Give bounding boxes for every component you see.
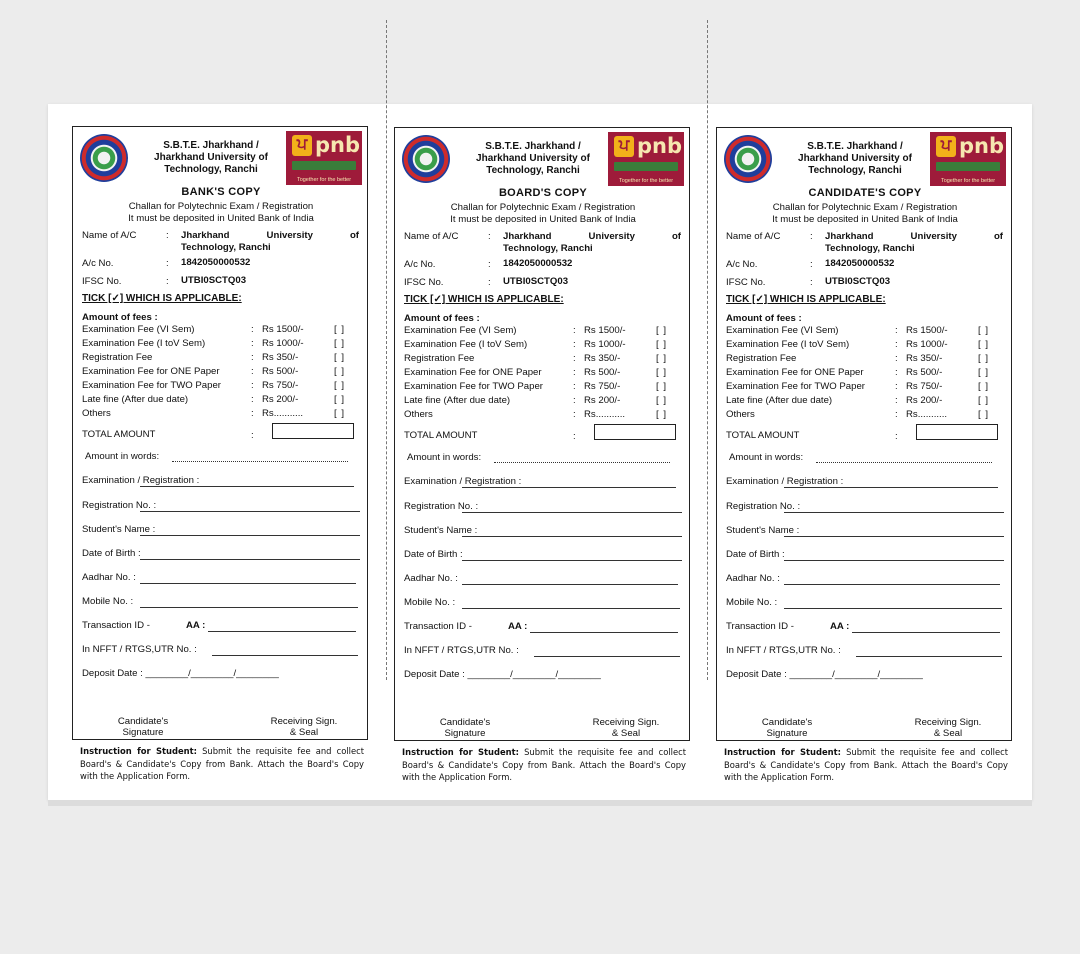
receiving-sign-seal: Receiving Sign. & Seal xyxy=(914,717,982,739)
colon: : xyxy=(895,325,898,336)
aadhar-no-field[interactable] xyxy=(404,573,682,587)
colon: : xyxy=(251,338,254,349)
registration-no-field[interactable] xyxy=(726,501,1004,515)
receiving-sign-seal: Receiving Sign. & Seal xyxy=(592,717,660,739)
underline xyxy=(462,608,680,609)
underline xyxy=(462,536,682,537)
fee-amount: Rs 200/- xyxy=(584,395,621,406)
field-label: Transaction ID - xyxy=(726,621,794,632)
tick-heading: TICK [✓] WHICH IS APPLICABLE: xyxy=(404,294,564,305)
ifsc-label: IFSC No. xyxy=(726,277,766,288)
deposit-date-field[interactable]: Deposit Date : ________/________/________ xyxy=(404,669,601,680)
fee-name: Others xyxy=(404,409,433,420)
fee-row xyxy=(404,367,682,381)
fee-row xyxy=(726,395,1004,409)
colon: : xyxy=(895,353,898,364)
underline xyxy=(140,607,358,608)
challan-copy-2 xyxy=(394,127,694,797)
challan-border xyxy=(72,126,368,740)
ac-name-label: Name of A/C xyxy=(404,231,459,242)
fee-amount: Rs 1500/- xyxy=(906,325,948,336)
fee-amount: Rs 500/- xyxy=(906,367,943,378)
fee-name: Examination Fee for ONE Paper xyxy=(82,366,220,377)
fee-name: Others xyxy=(726,409,755,420)
ac-name-value-2: Technology, Ranchi xyxy=(181,242,271,253)
transaction-id-field[interactable] xyxy=(404,621,682,635)
field-label: Registration No. : xyxy=(82,500,157,511)
challan-copy-1 xyxy=(72,126,372,796)
fee-row xyxy=(82,338,360,352)
ifsc-value: UTBI0SCTQ03 xyxy=(181,275,247,286)
ac-name-value: Jharkhand University of xyxy=(825,231,1003,242)
registration-no-field[interactable] xyxy=(82,500,360,514)
field-label: Amount in words: xyxy=(407,452,482,463)
fee-amount: Rs 750/- xyxy=(906,381,943,392)
field-label: Registration No. : xyxy=(404,501,479,512)
date-of-birth-field[interactable] xyxy=(726,549,1004,563)
ac-name-value-2: Technology, Ranchi xyxy=(825,243,915,254)
underline xyxy=(784,536,1004,537)
pnb-logo-text: pnb xyxy=(959,134,1005,158)
pnb-logo-text: pnb xyxy=(315,133,361,157)
ac-name-value: Jharkhand University of xyxy=(503,231,681,242)
ifsc-value: UTBI0SCTQ03 xyxy=(503,276,569,287)
fee-checkbox[interactable]: [ ] xyxy=(656,367,667,378)
challan-border xyxy=(716,127,1012,741)
candidate-signature: Candidate's Signature xyxy=(439,717,491,739)
merger-strip xyxy=(292,161,356,170)
field-label: Student's Name : xyxy=(726,525,800,536)
challan-line: Challan for Polytechnic Exam / Registration xyxy=(772,202,958,213)
challan-line: Challan for Polytechnic Exam / Registration xyxy=(450,202,636,213)
field-label: Transaction ID - xyxy=(82,620,150,631)
field-label: In NFFT / RTGS,UTR No. : xyxy=(404,645,519,656)
colon: : xyxy=(251,408,254,419)
fee-checkbox[interactable]: [ ] xyxy=(334,338,345,349)
colon: : xyxy=(573,353,576,364)
date-of-birth-field[interactable] xyxy=(82,548,360,562)
field-label: Student's Name : xyxy=(82,524,156,535)
field-label: Transaction ID - xyxy=(404,621,472,632)
sheet-shadow xyxy=(48,800,1032,806)
amount-in-words-field[interactable] xyxy=(726,452,1004,466)
field-label: Amount in words: xyxy=(729,452,804,463)
tick-heading: TICK [✓] WHICH IS APPLICABLE: xyxy=(82,293,242,304)
colon: : xyxy=(251,380,254,391)
fee-amount: Rs........... xyxy=(906,409,948,420)
candidate-signature: Candidate's Signature xyxy=(761,717,813,739)
colon: : xyxy=(251,366,254,377)
aa-label: AA : xyxy=(508,621,528,632)
fee-checkbox[interactable]: [ ] xyxy=(656,353,667,364)
fee-checkbox[interactable]: [ ] xyxy=(978,409,989,420)
fee-amount: Rs 1000/- xyxy=(262,338,304,349)
pnb-logo xyxy=(930,132,1006,186)
ac-no-label: A/c No. xyxy=(726,259,758,270)
fee-row xyxy=(82,408,360,422)
fee-checkbox[interactable]: [ ] xyxy=(656,395,667,406)
org-name: S.B.T.E. Jharkhand / Jharkhand University of Technology, Ranchi xyxy=(798,141,912,176)
cut-line-1 xyxy=(386,20,387,680)
colon: : xyxy=(573,431,576,442)
colon: : xyxy=(810,277,813,288)
fee-row xyxy=(404,395,682,409)
underline xyxy=(140,559,360,560)
fee-row xyxy=(726,325,1004,339)
field-label: In NFFT / RTGS,UTR No. : xyxy=(726,645,841,656)
pnb-mark-icon: ਪ xyxy=(614,136,634,157)
fee-amount: Rs 1000/- xyxy=(906,339,948,350)
fee-amount: Rs 200/- xyxy=(262,394,299,405)
fee-amount: Rs........... xyxy=(262,408,304,419)
fee-row xyxy=(726,353,1004,367)
fee-amount: Rs 500/- xyxy=(584,367,621,378)
deposit-date-field[interactable]: Deposit Date : ________/________/________ xyxy=(82,668,279,679)
fee-amount: Rs 200/- xyxy=(906,395,943,406)
amount-in-words-field[interactable] xyxy=(82,451,360,465)
field-label: Mobile No. : xyxy=(726,597,778,608)
fee-checkbox[interactable]: [ ] xyxy=(656,325,667,336)
fee-name: Examination Fee for ONE Paper xyxy=(726,367,864,378)
underline xyxy=(816,462,992,463)
copy-title: BOARD'S COPY xyxy=(498,187,588,199)
fee-checkbox[interactable]: [ ] xyxy=(978,367,989,378)
date-of-birth-field[interactable] xyxy=(404,549,682,563)
field-label: Aadhar No. : xyxy=(726,573,780,584)
org-name: S.B.T.E. Jharkhand / Jharkhand University of Technology, Ranchi xyxy=(154,140,268,175)
fee-amount: Rs 500/- xyxy=(262,366,299,377)
colon: : xyxy=(895,395,898,406)
field-label: Registration No. : xyxy=(726,501,801,512)
sbte-emblem-icon xyxy=(80,134,128,182)
fee-checkbox[interactable]: [ ] xyxy=(656,339,667,350)
underline xyxy=(784,512,1004,513)
fee-name: Late fine (After due date) xyxy=(404,395,511,406)
mobile-no-field[interactable] xyxy=(726,597,1004,611)
transaction-id-field[interactable] xyxy=(726,621,1004,635)
colon: : xyxy=(895,381,898,392)
total-label: TOTAL AMOUNT xyxy=(404,430,478,441)
fee-checkbox[interactable]: [ ] xyxy=(978,339,989,350)
fee-row xyxy=(404,381,682,395)
fee-amount: Rs 350/- xyxy=(906,353,943,364)
fee-name: Examination Fee (I toV Sem) xyxy=(726,339,850,350)
field-label: Examination / Registration : xyxy=(726,476,844,487)
colon: : xyxy=(166,230,169,241)
underline xyxy=(208,631,356,632)
ac-name-value: Jharkhand University of xyxy=(181,230,359,241)
tick-heading: TICK [✓] WHICH IS APPLICABLE: xyxy=(726,294,886,305)
aadhar-no-field[interactable] xyxy=(726,573,1004,587)
mobile-no-field[interactable] xyxy=(82,596,360,610)
total-amount-box[interactable] xyxy=(916,424,998,440)
fee-checkbox[interactable]: [ ] xyxy=(656,381,667,392)
fee-name: Examination Fee for TWO Paper xyxy=(82,380,221,391)
fee-row xyxy=(82,324,360,338)
fee-row xyxy=(404,409,682,423)
underline xyxy=(140,486,354,487)
fee-amount: Rs 1500/- xyxy=(584,325,626,336)
underline xyxy=(852,632,1000,633)
fee-amount: Rs 1500/- xyxy=(262,324,304,335)
ac-no-value: 1842050000532 xyxy=(503,258,573,269)
aadhar-no-field[interactable] xyxy=(82,572,360,586)
pnb-logo xyxy=(608,132,684,186)
fees-heading: Amount of fees : xyxy=(404,313,480,324)
fee-checkbox[interactable]: [ ] xyxy=(334,394,345,405)
fee-checkbox[interactable]: [ ] xyxy=(334,352,345,363)
underline xyxy=(534,656,680,657)
instruction-text: Instruction for Student: Submit the requisite fee and collect Board's & Candidate's Copy from Bank. Attach the Board's Copy with the Application Form. xyxy=(724,747,1009,782)
neft-utr-field[interactable] xyxy=(404,645,682,659)
underline xyxy=(212,655,358,656)
ifsc-label: IFSC No. xyxy=(82,276,122,287)
mobile-no-field[interactable] xyxy=(404,597,682,611)
fee-checkbox[interactable]: [ ] xyxy=(334,366,345,377)
underline xyxy=(462,560,682,561)
fees-heading: Amount of fees : xyxy=(726,313,802,324)
field-label: Date of Birth : xyxy=(82,548,141,559)
colon: : xyxy=(573,409,576,420)
copy-title: BANK'S COPY xyxy=(181,186,261,198)
fee-checkbox[interactable]: [ ] xyxy=(334,408,345,419)
fee-name: Examination Fee (VI Sem) xyxy=(82,324,195,335)
merger-strip xyxy=(614,162,678,171)
fee-name: Examination Fee (VI Sem) xyxy=(404,325,517,336)
colon: : xyxy=(251,430,254,441)
fee-name: Registration Fee xyxy=(726,353,797,364)
colon: : xyxy=(810,231,813,242)
transaction-id-field[interactable] xyxy=(82,620,360,634)
fee-name: Examination Fee (I toV Sem) xyxy=(404,339,528,350)
exam-registration-field[interactable] xyxy=(82,475,360,489)
pnb-mark-icon: ਪ xyxy=(292,135,312,156)
pnb-logo xyxy=(286,131,362,185)
fee-name: Examination Fee for TWO Paper xyxy=(726,381,865,392)
fee-row xyxy=(82,366,360,380)
ac-no-label: A/c No. xyxy=(404,259,436,270)
fee-row xyxy=(726,381,1004,395)
exam-registration-field[interactable] xyxy=(726,476,1004,490)
ifsc-value: UTBI0SCTQ03 xyxy=(825,276,891,287)
colon: : xyxy=(251,324,254,335)
deposit-line: It must be deposited in United Bank of India xyxy=(772,214,958,225)
fee-row xyxy=(404,339,682,353)
fee-row xyxy=(82,394,360,408)
colon: : xyxy=(251,352,254,363)
colon: : xyxy=(573,381,576,392)
field-label: Amount in words: xyxy=(85,451,160,462)
ac-name-label: Name of A/C xyxy=(82,230,137,241)
colon: : xyxy=(895,431,898,442)
merger-strip xyxy=(936,162,1000,171)
instruction-text: Instruction for Student: Submit the requisite fee and collect Board's & Candidate's Copy from Bank. Attach the Board's Copy with the Application Form. xyxy=(402,747,687,782)
ac-no-value: 1842050000532 xyxy=(825,258,895,269)
field-label: Date of Birth : xyxy=(726,549,785,560)
colon: : xyxy=(166,258,169,269)
instruction-text: Instruction for Student: Submit the requisite fee and collect Board's & Candidate's Copy from Bank. Attach the Board's Copy with the Application Form. xyxy=(80,746,365,781)
copy-title: CANDIDATE'S COPY xyxy=(808,187,922,199)
field-label: Examination / Registration : xyxy=(404,476,522,487)
fee-name: Registration Fee xyxy=(82,352,153,363)
field-label: Date of Birth : xyxy=(404,549,463,560)
neft-utr-field[interactable] xyxy=(726,645,1004,659)
fee-amount: Rs 350/- xyxy=(584,353,621,364)
underline xyxy=(462,584,678,585)
pnb-tagline: Together for the better xyxy=(296,177,352,183)
field-label: Examination / Registration : xyxy=(82,475,200,486)
underline xyxy=(530,632,678,633)
candidate-signature: Candidate's Signature xyxy=(117,716,169,738)
registration-no-field[interactable] xyxy=(404,501,682,515)
aa-label: AA : xyxy=(830,621,850,632)
underline xyxy=(784,487,998,488)
colon: : xyxy=(573,395,576,406)
fee-name: Late fine (After due date) xyxy=(726,395,833,406)
deposit-date-field[interactable]: Deposit Date : ________/________/________ xyxy=(726,669,923,680)
fee-checkbox[interactable]: [ ] xyxy=(334,324,345,335)
underline xyxy=(784,608,1002,609)
cut-line-2 xyxy=(707,20,708,680)
pnb-tagline: Together for the better xyxy=(618,178,674,184)
fee-name: Examination Fee for TWO Paper xyxy=(404,381,543,392)
field-label: Aadhar No. : xyxy=(404,573,458,584)
fee-checkbox[interactable]: [ ] xyxy=(978,381,989,392)
field-label: Aadhar No. : xyxy=(82,572,136,583)
challan-border xyxy=(394,127,690,741)
fee-checkbox[interactable]: [ ] xyxy=(978,325,989,336)
field-label: In NFFT / RTGS,UTR No. : xyxy=(82,644,197,655)
fee-checkbox[interactable]: [ ] xyxy=(334,380,345,391)
fee-name: Examination Fee (I toV Sem) xyxy=(82,338,206,349)
fee-amount: Rs 750/- xyxy=(262,380,299,391)
underline xyxy=(172,461,348,462)
underline xyxy=(140,511,360,512)
fee-row xyxy=(82,352,360,366)
colon: : xyxy=(895,409,898,420)
fee-checkbox[interactable]: [ ] xyxy=(978,353,989,364)
total-amount-box[interactable] xyxy=(594,424,676,440)
colon: : xyxy=(895,339,898,350)
fee-row xyxy=(404,353,682,367)
sbte-emblem-icon xyxy=(724,135,772,183)
ac-no-label: A/c No. xyxy=(82,258,114,269)
ac-name-label: Name of A/C xyxy=(726,231,781,242)
fee-name: Others xyxy=(82,408,111,419)
fee-checkbox[interactable]: [ ] xyxy=(656,409,667,420)
colon: : xyxy=(488,277,491,288)
pnb-tagline: Together for the better xyxy=(940,178,996,184)
fee-checkbox[interactable]: [ ] xyxy=(978,395,989,406)
underline xyxy=(784,584,1000,585)
deposit-line: It must be deposited in United Bank of India xyxy=(450,214,636,225)
fee-name: Late fine (After due date) xyxy=(82,394,189,405)
underline xyxy=(462,512,682,513)
total-label: TOTAL AMOUNT xyxy=(726,430,800,441)
field-label: Mobile No. : xyxy=(82,596,134,607)
fee-amount: Rs 1000/- xyxy=(584,339,626,350)
underline xyxy=(784,560,1004,561)
colon: : xyxy=(895,367,898,378)
fee-row xyxy=(82,380,360,394)
colon: : xyxy=(573,325,576,336)
fee-row xyxy=(404,325,682,339)
receiving-sign-seal: Receiving Sign. & Seal xyxy=(270,716,338,738)
fee-name: Examination Fee for ONE Paper xyxy=(404,367,542,378)
ac-no-value: 1842050000532 xyxy=(181,257,251,268)
fee-name: Examination Fee (VI Sem) xyxy=(726,325,839,336)
underline xyxy=(140,583,356,584)
total-amount-box[interactable] xyxy=(272,423,354,439)
underline xyxy=(494,462,670,463)
pnb-mark-icon: ਪ xyxy=(936,136,956,157)
fee-name: Registration Fee xyxy=(404,353,475,364)
ac-name-value-2: Technology, Ranchi xyxy=(503,243,593,254)
org-name: S.B.T.E. Jharkhand / Jharkhand University of Technology, Ranchi xyxy=(476,141,590,176)
sbte-emblem-icon xyxy=(402,135,450,183)
ifsc-label: IFSC No. xyxy=(404,277,444,288)
colon: : xyxy=(810,259,813,270)
total-label: TOTAL AMOUNT xyxy=(82,429,156,440)
field-label: Student's Name : xyxy=(404,525,478,536)
colon: : xyxy=(573,339,576,350)
colon: : xyxy=(573,367,576,378)
colon: : xyxy=(251,394,254,405)
fee-amount: Rs........... xyxy=(584,409,626,420)
fee-row xyxy=(726,339,1004,353)
challan-line: Challan for Polytechnic Exam / Registration xyxy=(128,201,314,212)
colon: : xyxy=(166,276,169,287)
field-label: Mobile No. : xyxy=(404,597,456,608)
deposit-line: It must be deposited in United Bank of India xyxy=(128,213,314,224)
neft-utr-field[interactable] xyxy=(82,644,360,658)
aa-label: AA : xyxy=(186,620,206,631)
student-name-field[interactable] xyxy=(404,525,682,539)
fees-heading: Amount of fees : xyxy=(82,312,158,323)
underline xyxy=(140,535,360,536)
exam-registration-field[interactable] xyxy=(404,476,682,490)
challan-copy-3 xyxy=(716,127,1016,797)
colon: : xyxy=(488,259,491,270)
underline xyxy=(462,487,676,488)
pnb-logo-text: pnb xyxy=(637,134,683,158)
fee-amount: Rs 750/- xyxy=(584,381,621,392)
colon: : xyxy=(488,231,491,242)
underline xyxy=(856,656,1002,657)
fee-row xyxy=(726,409,1004,423)
fee-amount: Rs 350/- xyxy=(262,352,299,363)
student-name-field[interactable] xyxy=(726,525,1004,539)
fee-row xyxy=(726,367,1004,381)
amount-in-words-field[interactable] xyxy=(404,452,682,466)
student-name-field[interactable] xyxy=(82,524,360,538)
